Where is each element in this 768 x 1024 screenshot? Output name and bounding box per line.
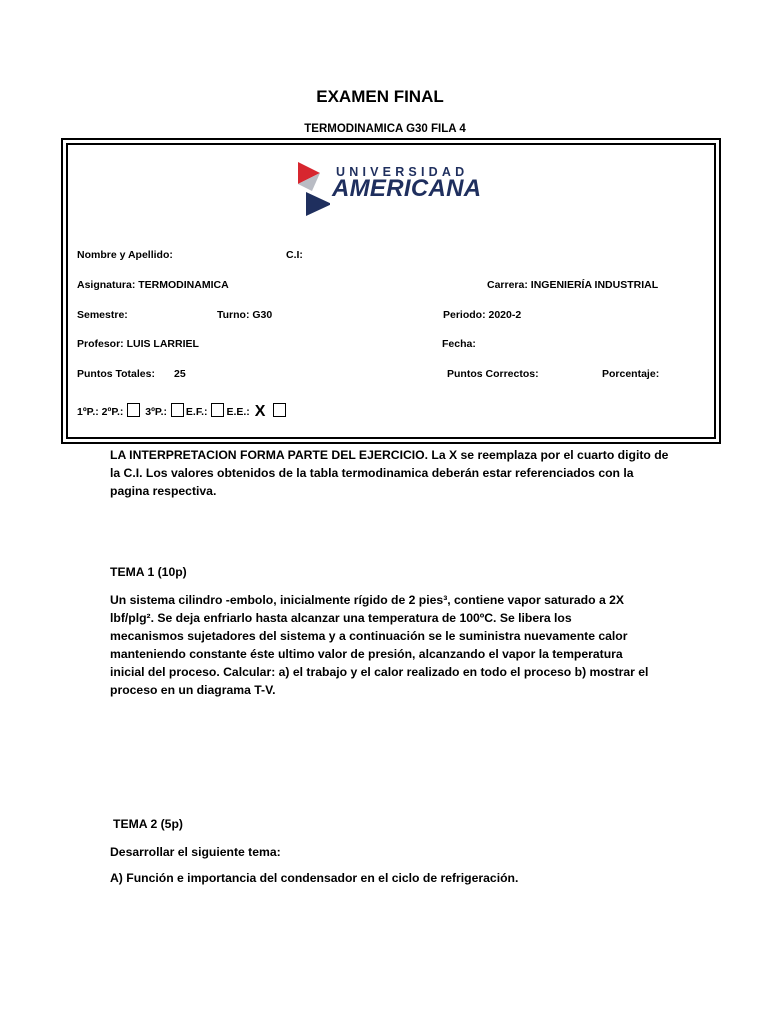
tema1-body: [110, 591, 670, 699]
exam-type-row: [77, 403, 288, 421]
instructions-paragraph: [110, 446, 670, 500]
page-title: EXAMEN FINAL: [316, 87, 444, 106]
periodo-field: Periodo: 2020-2: [443, 309, 522, 321]
puntos-totales-label: Puntos Totales:: [77, 368, 155, 380]
checkbox-ef[interactable]: [211, 403, 224, 417]
tema1-line: Un sistema cilindro -embolo, inicialmente rígido de 2 pies³, contiene vapor saturado a 2X: [110, 593, 625, 607]
checkbox-2p[interactable]: [127, 403, 140, 417]
turno-field: Turno: G30: [217, 309, 273, 321]
puntos-correctos-label: Puntos Correctos:: [447, 368, 539, 380]
fecha-label: Fecha:: [442, 338, 476, 350]
tema1-line: proceso en un diagrama T-V.: [110, 683, 276, 697]
carrera-field: Carrera: INGENIERÍA INDUSTRIAL: [487, 279, 659, 291]
tema1-line: lbf/plg². Se deja enfriarlo hasta alcanzar una temperatura de 100ºC. Se libera los: [110, 611, 572, 625]
tema2-heading: TEMA 2 (5p): [113, 817, 183, 831]
puntos-totales-value: 25: [174, 368, 186, 380]
tema1-line: manteniendo constante éste ultimo valor de presión, alcanzando el vapor la temperatura: [110, 647, 623, 661]
porcentaje-label: Porcentaje:: [602, 368, 660, 380]
asignatura-field: Asignatura: TERMODINAMICA: [77, 279, 229, 291]
ci-label: C.I:: [286, 249, 303, 261]
instructions-line: LA INTERPRETACION FORMA PARTE DEL EJERCICIO. La X se reemplaza por el cuarto digito de: [110, 448, 669, 462]
exam-type-ee: E.E.:: [226, 406, 250, 418]
exam-type-ef: E.F.:: [185, 406, 208, 418]
exam-type-3p: 3ºP.:: [145, 406, 167, 418]
instructions-line: la C.I. Los valores obtenidos de la tabla termodinamica deberán estar referenciados con la: [110, 466, 634, 480]
logo-emblem-icon: [296, 162, 330, 218]
profesor-field: Profesor: LUIS LARRIEL: [77, 338, 199, 350]
instructions-line: pagina respectiva.: [110, 484, 217, 498]
exam-type-partials: 1ºP.: 2ºP.:: [77, 406, 124, 418]
university-logo: [296, 160, 486, 218]
logo-main-text: AMERICANA: [332, 175, 482, 202]
nombre-label: Nombre y Apellido:: [77, 249, 173, 261]
checkbox-ee[interactable]: [273, 403, 286, 417]
checkbox-3p[interactable]: [171, 403, 184, 417]
tema1-line: inicial del proceso. Calcular: a) el trabajo y el calor realizado en todo el proceso b) mostrar el: [110, 665, 649, 679]
tema2-item-a: A) Función e importancia del condensador en el ciclo de refrigeración.: [110, 871, 519, 885]
exam-subtitle: TERMODINAMICA G30 FILA 4: [304, 123, 466, 135]
tema2-intro: Desarrollar el siguiente tema:: [110, 845, 281, 859]
tema1-heading: TEMA 1 (10p): [110, 565, 187, 579]
selected-mark: X: [254, 403, 266, 420]
logo-top-text: UNIVERSIDAD: [336, 165, 469, 179]
semestre-label: Semestre:: [77, 309, 128, 321]
tema1-line: mecanismos sujetadores del sistema y a continuación se le suministra nuevamente calor: [110, 629, 628, 643]
